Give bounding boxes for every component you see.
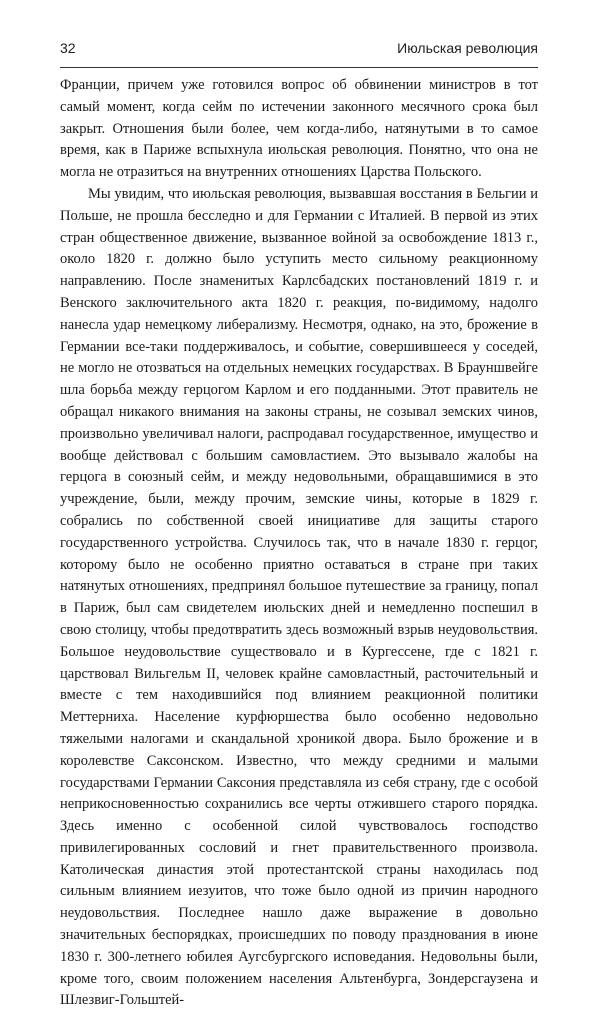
page-number: 32 — [60, 40, 76, 56]
running-title: Июльская революция — [397, 40, 538, 56]
paragraph: Мы увидим, что июльская революция, вызвавшая восстания в Бельгии и Польше, не прошла бесследно и для Германии с Италией. В первой из этих стран общественное движение, вызванное войной за освобождение 1813 г., около 1820 г. должно было уступить место сильному реакционному направлению. После знаменитых Карлсбадских постановлений 1819 г. и Венского заключительного акта 1820 г. реакция, по-видимому, надолго нанесла удар немецкому либерализму. Несмотря, однако, на это, брожение в Германии все-таки поддерживалось, и событие, совершившееся у соседей, не могло не отозваться на отдельных немецких государствах. В Брауншвейге шла борьба между герцогом Карлом и его подданными. Этот правитель не обращал никакого внимания на законы страны, не созывал земских чинов, произвольно увеличивал налоги, распродавал государственное, имущество и вообще действовал с большим самовластием. Это вызывало жалобы на герцога в союзный сейм, и между недовольными, обращавшимися в это учреждение, были, между прочим, земские чины, которые в 1829 г. собрались по собственной своей инициативе для защиты старого государственного устройства. Случилось так, что в начале 1830 г. герцог, которому было не особенно приятно оставаться в стране при таких натянутых отношениях, предпринял большое путешествие за границу, попал в Париж, был сам свидетелем июльских дней и немедленно поспешил в свою столицу, чтобы предотвратить здесь возможный взрыв неудовольствия. Большое неудовольствие существовало и в Кургессене, где с 1821 г. царствовал Вильгельм II, человек крайне самовластный, расточительный и вместе с тем находившийся под влиянием реакционной политики Меттерниха. Население курфюршества было особенно недовольно тяжелыми налогами и скандальной хроникой двора. Было брожение и в королевстве Саксонском. Известно, что между средними и малыми государствами Германии Саксония представляла из себя страну, где с особой неприкосновенностью сохранились все черты отжившего старого порядка. Здесь именно с особенной силой чувствовалось господство привилегированных сословий и гнет правительственного произвола. Католическая династия этой протестантской страны находилась под сильным влиянием иезуитов, что тоже было одной из причин народного неудовольствия. Последнее нашло даже выражение в довольно значительных беспорядках, происшедших по поводу празднования в июне 1830 г. 300-летнего юбилея Аугсбургского исповедания. Недовольны были, кроме того, своим положением населения Альтенбурга, Зондерсгаузена и Шлезвиг-Гольштей- — [60, 185, 538, 1009]
page-header — [60, 40, 538, 62]
paragraph-continued: Франции, причем уже готовился вопрос об обвинении министров в тот самый момент, когда сейм по истечении законного месячного срока был закрыт. Отношения были более, чем когда-либо, натянутыми в то самое время, как в Париже вспыхнула июльская революция. Понятно, что она не могла не отразиться на внутренних отношениях Царства Польского. — [60, 77, 538, 181]
header-rule — [60, 67, 538, 68]
body-text — [60, 75, 538, 1012]
